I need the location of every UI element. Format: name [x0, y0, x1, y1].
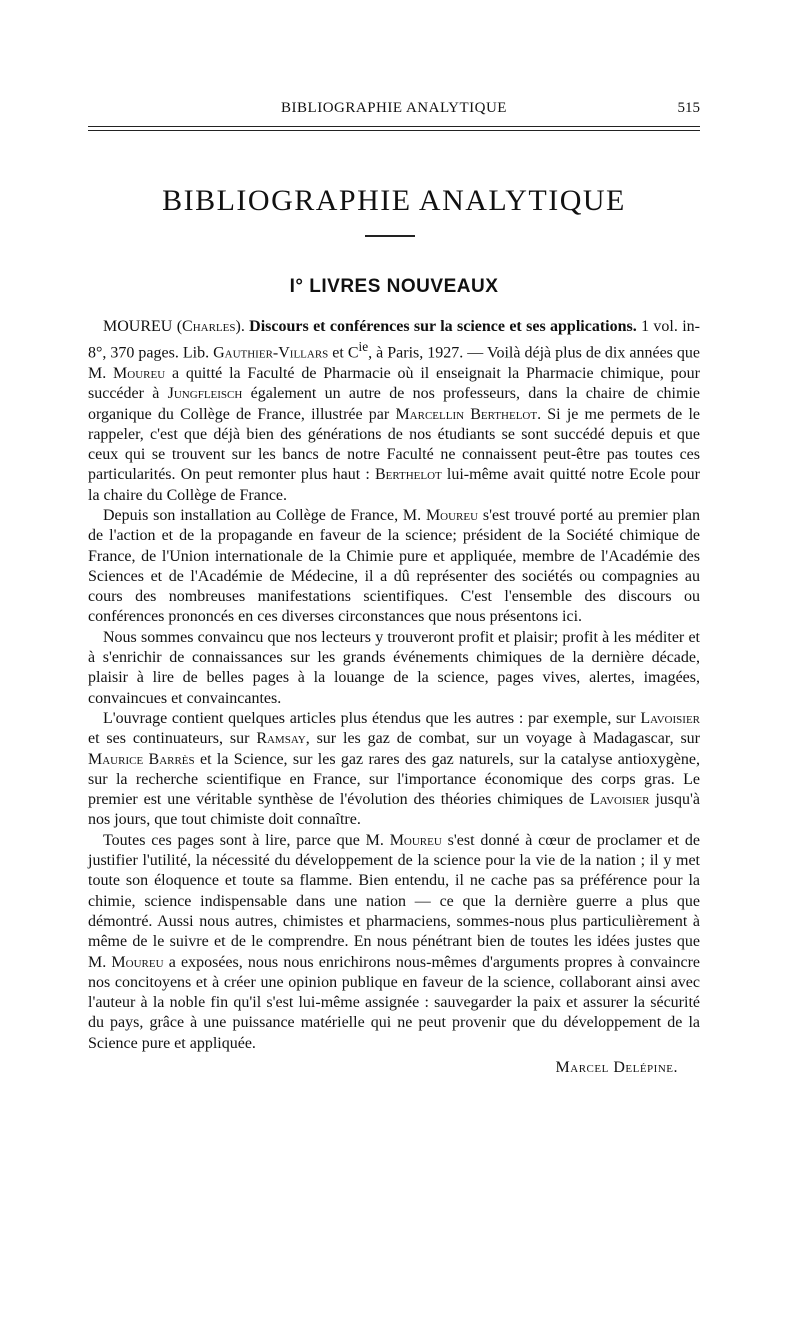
paragraph-text: également un autre de nos professeurs, dans la chaire de chimie organique du Collège de France, illustrée par: [88, 385, 700, 423]
person-name: Moureu: [111, 953, 164, 971]
person-name: Jungfleisch: [167, 385, 243, 403]
person-name: Berthelot: [374, 466, 442, 484]
paragraph-text: L'ouvrage contient quelques articles plus étendus que les autres : par exemple, sur: [103, 709, 641, 727]
paragraph-3: Nous sommes convaincu que nos lecteurs y trouveront profit et plaisir; profit à les méditer et à s'enrichir de connaissances sur les grands événements chimiques de la dernière décade, plaisir à lire de belles pages à la louange de la science, pages vives, alertes, imagées, convaincues et convaincantes.: [88, 628, 700, 707]
publisher-name: Gauthier-Villars: [213, 344, 329, 362]
paragraph-text: a exposées, nous nous enrichirons nous-mêmes d'arguments propres à convaincre nos concitoyens et à créer une opinion publique en faveur de la science, collaborant ainsi avec l'auteur à la noble fin qu'il s'est lui-même assignée : sauvegarder la paix et assurer la sécurité du pays, grâce à une puissance matérielle qui ne peut provenir que du développement de la Science pure et appliquée.: [88, 953, 700, 1052]
person-name: Marcellin Berthelot: [395, 405, 538, 423]
section-title: I° LIVRES NOUVEAUX: [289, 276, 499, 297]
book-details: 1 vol. in-8°, 370 pages. Lib.: [88, 318, 701, 362]
paragraph-text: jusqu'à nos jours, que tout chimiste doit connaître.: [88, 791, 701, 829]
book-details-sup: ie: [358, 339, 369, 355]
paragraph-1: MOUREU (Charles). Discours et conférences sur la science et ses applications. 1 vol. in-8°, 370 pages. Lib. Gauthier-Villars et $C^{ie}$, à Paris, 1927. — Voilà déjà plus de dix années que M. Moureu a quitté la Faculté de Pharmacie où il enseignait la Pharmacie chimique, pour succéder à Jungfleisch également un autre de nos professeurs, dans la chaire de chimie organique du Collège de France, illustrée par Marcellin Berthelot. Si je me permets de le rappeler, c'est que déjà bien des générations de nos étudiants se sont succédé depuis et que ceux qui se trouvent sur les bancs de notre Faculté ne connaissent peut-être pas toutes ces particularités. On peut remonter plus haut : Berthelot lui-même avait quitté notre Ecole pour la chaire du Collège de France.: [88, 318, 701, 504]
paragraph-text: , sur les gaz de combat, sur un voyage à Madagascar, sur: [305, 730, 700, 748]
paragraph-text: et ses continuateurs, sur: [88, 730, 257, 748]
book-details-2: et C: [328, 344, 359, 362]
person-name: Lavoisier: [589, 791, 650, 809]
paragraph-text: Depuis son installation au Collège de France, M.: [103, 507, 426, 524]
author-surname: MOUREU: [103, 318, 173, 335]
person-name: Ramsay: [256, 730, 306, 748]
book-details-3: , à Paris, 1927. — Voilà déjà plus de dix années que M.: [88, 344, 701, 382]
paragraph-4: [88, 709, 700, 831]
reviewer-signature: Marcel Delépine.: [555, 1059, 678, 1077]
person-name: Moureu: [113, 364, 166, 382]
person-name: Moureu: [389, 831, 442, 849]
paragraph-text: . Si je me permets de le rappeler, c'est que déjà bien des générations de nos étudiants se sont succédé depuis et que ceux qui se trouvent sur les bancs de notre Faculté ne connaissent peut-être pas toutes ces particularités. On peut remonter plus haut :: [88, 405, 700, 484]
book-title: Discours et conférences sur la science et ses applications.: [249, 318, 637, 335]
person-name: Maurice Barrès: [88, 750, 195, 768]
running-header: [88, 100, 700, 120]
author-firstname: Charles: [182, 318, 236, 335]
paragraph-text: a quitté la Faculté de Pharmacie où il enseignait la Pharmacie chimique, pour succéder à: [88, 364, 701, 403]
header-rule-bottom: [88, 130, 700, 131]
paragraph-2: [88, 506, 700, 628]
paragraph-text: et la Science, sur les gaz rares des gaz naturels, sur la catalyse antioxygène, sur la recherche scientifique en France, sur l'importance économique des corps gras. Le premier est une véritable synthèse de l'évolution des théories chimiques de: [88, 750, 701, 809]
page-title: BIBLIOGRAPHIE ANALYTIQUE: [162, 184, 626, 217]
person-name: Moureu: [425, 507, 479, 524]
person-name: Lavoisier: [640, 709, 700, 727]
paragraph-text: Toutes ces pages sont à lire, parce que M.: [103, 831, 390, 849]
paragraph-text: s'est trouvé porté au premier plan de l'action et de la propagande en faveur de la science; président de la Société chimique de France, de l'Union internationale de la Chimie pure et appliquée, membre de l'Académie des Sciences et de l'Académie de Médecine, il a dû représenter des sociétés ou compagnies au cours des nombreuses manifestations scientifiques. C'est l'ensemble des discours ou conférences prononcés en ces diverses circonstances que nous présentons ici.: [88, 507, 701, 626]
header-rule-top: [88, 126, 700, 127]
title-divider: [365, 235, 415, 237]
review-body: [88, 317, 700, 1078]
paragraph-text: lui-même avait quitté notre Ecole pour la chaire du Collège de France.: [88, 466, 701, 504]
paragraph-5: [88, 831, 700, 1054]
paragraph-text: s'est donné à cœur de proclamer et de justifier l'utilité, la nécessité du développement de la science pour la vie de la nation ; il y met toute son éloquence et toute sa flamme. Bien entendu, il ne cache pas sa préférence pour la chimie, science indispensable dans une nation — ce que la dernière guerre a plus que démontré. Aussi nous autres, chimistes et pharmaciens, sommes-nous plus particulièrement à même de le suivre et de le comprendre. En nous pénétrant bien de toutes les idées justes que M.: [88, 831, 701, 971]
running-title: BIBLIOGRAPHIE ANALYTIQUE: [281, 100, 507, 116]
page-number: 515: [677, 100, 700, 116]
